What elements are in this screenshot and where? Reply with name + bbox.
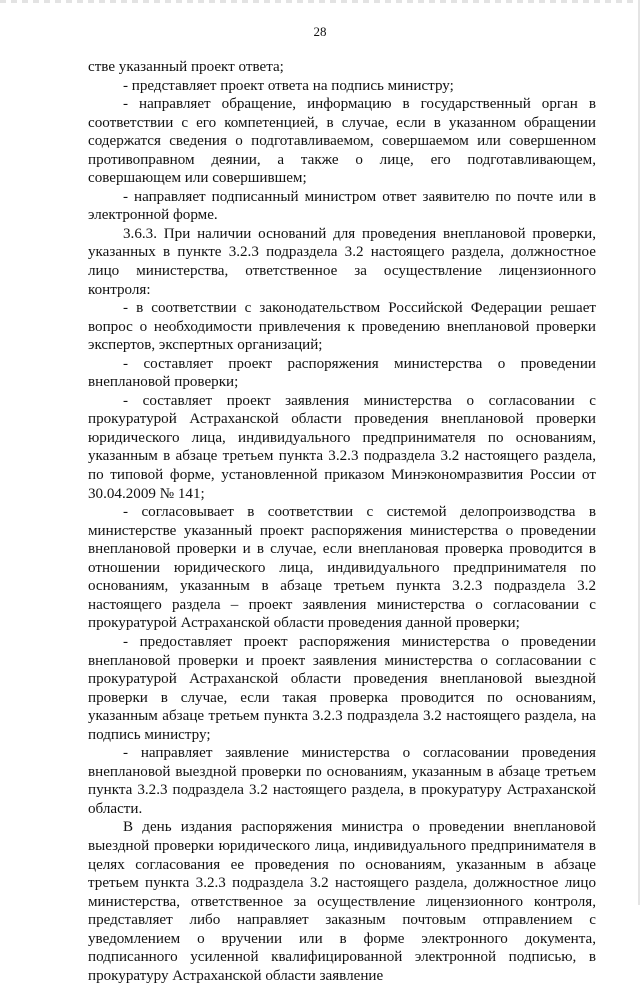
paragraph-continuation: стве указанный проект ответа; <box>88 59 284 75</box>
paragraph-experts: - в соответствии с законодательством Российской Федерации решает вопрос о необходимости привлечения к проведению внеплановой проверки экспертов, экспертных организаций; <box>88 300 596 354</box>
scan-edge-top <box>0 0 640 3</box>
paragraph-present-to-minister: - предоставляет проект распоряжения министерства о проведении внеплановой проверки и проект заявления министерства о согласовании с прокуратурой Астраханской области проведения внеплановой выездной проверки в случае, если такая проверка проводится по основаниям, указанным абзаце третьем пункта 3.2.3 подраздела 3.2 настоящего раздела, на подпись министру; <box>88 633 596 743</box>
paragraph-draft-application: - составляет проект заявления министерства о согласовании с прокуратурой Астраханской области проведения внеплановой проверки юридического лица, индивидуального предпринимателя по основаниям, указанным в абзаце третьем пункта 3.2.3 подраздела 3.2 настоящего раздела, по типовой форме, установленной приказом Минэкономразвития России от 30.04.2009 № 141; <box>88 392 596 502</box>
paragraph-send-reply: - направляет подписанный министром ответ заявителю по почте или в электронной форме. <box>88 188 596 224</box>
paragraph-draft-order: - составляет проект распоряжения министерства о проведении внеплановой проверки; <box>88 355 596 391</box>
document-body <box>88 58 596 985</box>
paragraph-approve-drafts: - согласовывает в соответствии с системой делопроизводства в министерстве указанный проект распоряжения министерства о проведении внеплановой проверки и в случае, если внеплановая проверка проводится в отношении юридического лица, индивидуального предпринимателя по основаниям, указанным в абзаце третьем пункта 3.2.3 подраздела 3.2 настоящего раздела – проект заявления министерства о согласовании с прокуратурой Астраханской области проведения данной проверки; <box>88 504 596 632</box>
page-number: 28 <box>313 24 327 39</box>
paragraph-3-6-3: 3.6.3. При наличии оснований для проведения внеплановой проверки, указанных в пункте 3.2.3 подраздела 3.2 настоящего раздела, должностное лицо министерства, ответственное за осуществление лицензионного контроля: <box>88 225 596 298</box>
paragraph-submit-reply: - представляет проект ответа на подпись министру; <box>123 77 454 94</box>
paragraph-forward-to-authority: - направляет обращение, информацию в государственный орган в соответствии с его компетенцией, в случае, если в указанном обращении содержатся сведения о подготавливаемом, совершаемом или совершенном противоправном деянии, а также о лице, его подготавливающем, совершающем или совершившем; <box>88 96 596 187</box>
paragraph-send-to-prosecutor: - направляет заявление министерства о согласовании проведения внеплановой выездной проверки по основаниям, указанным в абзаце третьем пункта 3.2.3 подраздела 3.2 настоящего раздела, в прокуратуру Астраханской области. <box>88 745 596 817</box>
paragraph-day-of-order: В день издания распоряжения министра о проведении внеплановой выездной проверки юридического лица, индивидуального предпринимателя в целях согласования ее проведения по основаниям, указанным в абзаце третьем пункта 3.2.3 подраздела 3.2 настоящего раздела, должностное лицо министерства, ответственное за осуществление лицензионного контроля, представляет либо направляет заказным почтовым отправлением с уведомлением о вручении или в форме электронного документа, подписанного усиленной квалифицированной электронной подписью, в прокуратуру Астраханской области заявление <box>88 819 596 984</box>
